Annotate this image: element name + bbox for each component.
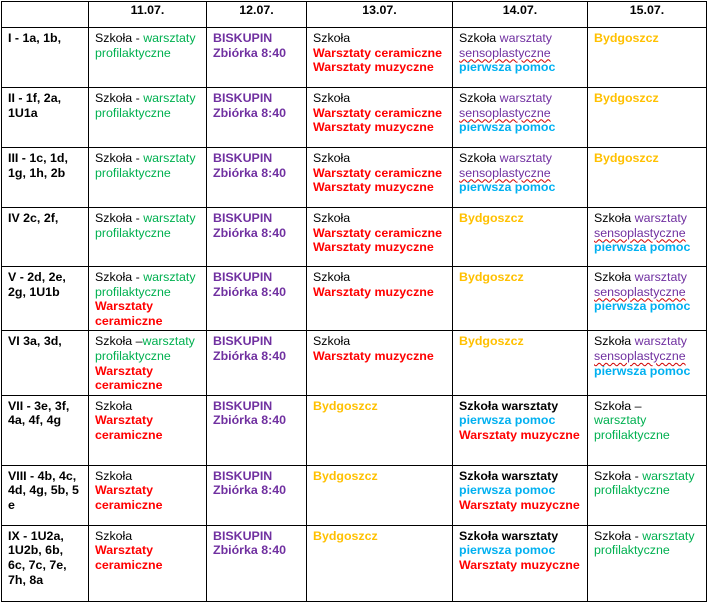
- table-row: [2, 267, 707, 331]
- group-label: I - 1a, 1b,: [2, 28, 89, 88]
- activity-text: warsztaty profilaktyczne: [95, 334, 195, 363]
- activity-text: Szkoła: [313, 31, 351, 45]
- cell-line: [594, 151, 700, 166]
- cell-line: [313, 120, 446, 135]
- activity-text: warsztaty: [634, 211, 687, 225]
- activity-text: warsztaty profilaktyczne: [95, 31, 196, 60]
- schedule-cell: [588, 395, 707, 465]
- schedule-cell: [207, 465, 307, 525]
- schedule-table: [1, 1, 707, 602]
- activity-text: warsztaty: [499, 31, 552, 45]
- activity-text: Szkoła -: [95, 151, 144, 165]
- table-row: [2, 28, 707, 88]
- activity-text: Szkoła: [313, 151, 351, 165]
- cell-line: [213, 31, 300, 60]
- cell-line: [459, 543, 581, 558]
- activity-text: warsztaty profilaktyczne: [95, 91, 196, 120]
- activity-text: BISKUPIN Zbiórka 8:40: [213, 334, 286, 363]
- schedule-cell: [89, 267, 207, 331]
- cell-line: [95, 469, 200, 484]
- cell-line: [313, 334, 446, 349]
- activity-text: sensoplastyczne: [459, 105, 551, 120]
- cell-line: [594, 31, 700, 46]
- activity-text: Bydgoszcz: [313, 528, 378, 543]
- activity-text: Warsztaty ceramiczne: [313, 165, 443, 180]
- schedule-cell: [453, 331, 588, 395]
- cell-line: [95, 91, 200, 120]
- activity-text: warsztaty profilaktyczne: [594, 468, 695, 498]
- cell-line: [313, 151, 446, 166]
- schedule-cell: [588, 148, 707, 208]
- cell-line: [313, 399, 446, 414]
- cell-line: [594, 285, 700, 300]
- schedule-cell: [89, 208, 207, 267]
- header-row: [2, 2, 707, 28]
- cell-line: [594, 364, 700, 379]
- schedule-cell: [453, 148, 588, 208]
- activity-text: Warsztaty muzyczne: [313, 60, 434, 75]
- activity-text: Warsztaty muzyczne: [313, 240, 434, 255]
- activity-text: Szkoła: [459, 91, 500, 105]
- schedule-cell: [207, 148, 307, 208]
- activity-text: Szkoła: [313, 91, 351, 105]
- cell-line: [459, 106, 581, 135]
- activity-text: BISKUPIN Zbiórka 8:40: [213, 270, 286, 299]
- cell-line: [459, 46, 581, 61]
- cell-line: [313, 166, 446, 181]
- cell-line: [313, 349, 446, 364]
- activity-text: warsztaty profilaktyczne: [594, 528, 695, 558]
- cell-line: [313, 285, 446, 300]
- activity-text: BISKUPIN Zbiórka 8:40: [213, 398, 286, 428]
- activity-text: Szkoła: [313, 334, 351, 349]
- schedule-cell: [307, 148, 453, 208]
- table-row: [2, 148, 707, 208]
- cell-line: [594, 211, 700, 226]
- activity-text: Szkoła: [594, 334, 635, 349]
- cell-line: [459, 469, 581, 484]
- activity-text: pierwsza pomoc: [594, 240, 691, 255]
- activity-text: Szkoła: [594, 211, 635, 225]
- activity-text: Szkoła -: [594, 528, 643, 543]
- table-row: [2, 331, 707, 395]
- schedule-cell: [307, 395, 453, 465]
- activity-text: Szkoła: [95, 528, 133, 543]
- schedule-cell: [453, 525, 588, 601]
- activity-text: sensoplastyczne: [459, 165, 551, 180]
- cell-line: [313, 91, 446, 106]
- schedule-cell: [207, 395, 307, 465]
- schedule-cell: [588, 208, 707, 267]
- cell-line: [594, 270, 700, 285]
- activity-text: Szkoła warsztaty: [459, 398, 559, 413]
- table-row: [2, 208, 707, 267]
- cell-line: [213, 211, 300, 240]
- activity-text: pierwsza pomoc: [459, 413, 556, 428]
- activity-text: Szkoła warsztaty: [459, 468, 559, 483]
- cell-line: [594, 240, 700, 255]
- cell-line: [95, 399, 200, 414]
- activity-text: Szkoła -: [594, 468, 643, 483]
- cell-line: [213, 399, 300, 428]
- cell-line: [213, 469, 300, 498]
- activity-text: Warsztaty ceramiczne: [95, 363, 163, 393]
- activity-text: sensoplastyczne: [459, 45, 551, 60]
- activity-text: Warsztaty muzyczne: [313, 120, 434, 135]
- schedule-cell: [89, 88, 207, 148]
- cell-line: [95, 543, 200, 572]
- schedule-cell: [207, 331, 307, 395]
- schedule-cell: [89, 395, 207, 465]
- schedule-cell: [588, 525, 707, 601]
- activity-text: Warsztaty muzyczne: [459, 497, 580, 512]
- cell-line: [95, 364, 200, 393]
- table-row: [2, 465, 707, 525]
- schedule-cell: [307, 88, 453, 148]
- table-row: [2, 395, 707, 465]
- schedule-cell: [307, 267, 453, 331]
- cell-line: [594, 226, 700, 241]
- activity-text: warsztaty profilaktyczne: [95, 211, 196, 240]
- schedule-cell: [307, 331, 453, 395]
- cell-line: [313, 469, 446, 484]
- activity-text: pierwsza pomoc: [459, 120, 556, 135]
- cell-line: [313, 180, 446, 195]
- cell-line: [95, 211, 200, 240]
- activity-text: Warsztaty muzyczne: [459, 557, 580, 572]
- cell-line: [594, 469, 700, 498]
- schedule-cell: [453, 267, 588, 331]
- cell-line: [313, 31, 446, 46]
- activity-text: sensoplastyczne: [594, 284, 686, 299]
- schedule-cell: [207, 267, 307, 331]
- schedule-cell: [89, 465, 207, 525]
- group-label: VIII - 4b, 4c, 4d, 4g, 5b, 5 e: [2, 465, 89, 525]
- cell-line: [313, 106, 446, 121]
- schedule-cell: [307, 208, 453, 267]
- activity-text: Szkoła: [313, 211, 351, 225]
- activity-text: Warsztaty ceramiczne: [95, 483, 163, 512]
- cell-line: [459, 166, 581, 181]
- header-date: 15.07.: [588, 2, 707, 28]
- activity-text: Bydgoszcz: [459, 270, 524, 284]
- schedule-cell: [453, 28, 588, 88]
- activity-text: BISKUPIN Zbiórka 8:40: [213, 211, 286, 240]
- activity-text: Bydgoszcz: [459, 211, 524, 225]
- activity-text: BISKUPIN Zbiórka 8:40: [213, 528, 286, 558]
- activity-text: pierwsza pomoc: [459, 483, 556, 498]
- cell-line: [313, 529, 446, 544]
- cell-line: [213, 151, 300, 180]
- schedule-cell: [89, 331, 207, 395]
- activity-text: BISKUPIN Zbiórka 8:40: [213, 31, 286, 60]
- activity-text: Warsztaty ceramiczne: [95, 413, 163, 442]
- activity-text: Szkoła: [313, 270, 351, 284]
- activity-text: pierwsza pomoc: [594, 299, 691, 314]
- schedule-cell: [453, 208, 588, 267]
- activity-text: sensoplastyczne: [594, 225, 686, 240]
- group-label: VI 3a, 3d,: [2, 331, 89, 395]
- cell-line: [313, 270, 446, 285]
- activity-text: Warsztaty ceramiczne: [95, 543, 163, 572]
- cell-line: [459, 498, 581, 513]
- activity-text: Warsztaty muzyczne: [313, 180, 434, 195]
- cell-line: [459, 334, 581, 349]
- cell-line: [594, 413, 700, 442]
- activity-text: Szkoła: [95, 468, 133, 483]
- cell-line: [594, 529, 700, 558]
- activity-text: Szkoła: [459, 151, 500, 165]
- header-corner: [2, 2, 89, 28]
- cell-line: [95, 299, 200, 328]
- cell-line: [313, 211, 446, 226]
- cell-line: [459, 529, 581, 544]
- group-label: IV 2c, 2f,: [2, 208, 89, 267]
- schedule-cell: [89, 148, 207, 208]
- cell-line: [95, 334, 200, 363]
- activity-text: pierwsza pomoc: [459, 180, 556, 195]
- cell-line: [459, 91, 581, 106]
- activity-text: Bydgoszcz: [313, 468, 378, 483]
- group-label: II - 1f, 2a, 1U1a: [2, 88, 89, 148]
- cell-line: [459, 270, 581, 285]
- cell-line: [459, 558, 581, 573]
- schedule-cell: [453, 395, 588, 465]
- cell-line: [594, 91, 700, 106]
- cell-line: [459, 413, 581, 428]
- cell-line: [459, 180, 581, 195]
- activity-text: Warsztaty muzyczne: [313, 348, 434, 363]
- cell-line: [95, 413, 200, 442]
- activity-text: warsztaty profilaktyczne: [95, 270, 196, 299]
- activity-text: warsztaty: [634, 334, 687, 349]
- activity-text: pierwsza pomoc: [594, 363, 691, 378]
- schedule-cell: [588, 28, 707, 88]
- header-date: 13.07.: [307, 2, 453, 28]
- cell-line: [213, 334, 300, 363]
- activity-text: Szkoła: [594, 270, 635, 284]
- cell-line: [313, 60, 446, 75]
- schedule-cell: [453, 465, 588, 525]
- schedule-cell: [588, 267, 707, 331]
- cell-line: [313, 226, 446, 241]
- cell-line: [213, 270, 300, 299]
- activity-text: Warsztaty muzyczne: [459, 427, 580, 442]
- cell-line: [95, 270, 200, 299]
- table-row: [2, 525, 707, 601]
- activity-text: Warsztaty ceramiczne: [313, 225, 443, 240]
- cell-line: [459, 60, 581, 75]
- activity-text: Bydgoszcz: [594, 31, 659, 45]
- table-row: [2, 88, 707, 148]
- cell-line: [313, 46, 446, 61]
- schedule-cell: [89, 28, 207, 88]
- group-label: V - 2d, 2e, 2g, 1U1b: [2, 267, 89, 331]
- activity-text: warsztaty: [499, 91, 552, 105]
- cell-line: [95, 483, 200, 512]
- cell-line: [459, 211, 581, 226]
- schedule-cell: [207, 88, 307, 148]
- activity-text: Szkoła -: [95, 211, 144, 225]
- activity-text: Szkoła -: [95, 91, 144, 105]
- cell-line: [95, 529, 200, 544]
- activity-text: Bydgoszcz: [459, 334, 524, 349]
- header-date: 14.07.: [453, 2, 588, 28]
- cell-line: [95, 31, 200, 60]
- cell-line: [213, 91, 300, 120]
- schedule-cell: [307, 465, 453, 525]
- activity-text: Szkoła –: [594, 398, 642, 413]
- cell-line: [213, 529, 300, 558]
- schedule-cell: [307, 28, 453, 88]
- group-label: IX - 1U2a, 1U2b, 6b, 6c, 7c, 7e, 7h, 8a: [2, 525, 89, 601]
- schedule-cell: [207, 28, 307, 88]
- group-label: III - 1c, 1d, 1g, 1h, 2b: [2, 148, 89, 208]
- activity-text: warsztaty profilaktyczne: [95, 151, 196, 180]
- schedule-cell: [207, 525, 307, 601]
- activity-text: Warsztaty ceramiczne: [313, 105, 443, 120]
- activity-text: pierwsza pomoc: [459, 543, 556, 558]
- activity-text: warsztaty: [499, 151, 552, 165]
- activity-text: Szkoła -: [95, 31, 144, 45]
- cell-line: [313, 240, 446, 255]
- activity-text: Warsztaty ceramiczne: [95, 299, 163, 328]
- schedule-cell: [307, 525, 453, 601]
- activity-text: warsztaty profilaktyczne: [594, 413, 670, 442]
- group-label: VII - 3e, 3f, 4a, 4f, 4g: [2, 395, 89, 465]
- cell-line: [594, 349, 700, 364]
- cell-line: [459, 483, 581, 498]
- activity-text: warsztaty: [634, 270, 687, 284]
- cell-line: [459, 428, 581, 443]
- cell-line: [594, 399, 700, 414]
- cell-line: [459, 399, 581, 414]
- activity-text: Szkoła warsztaty: [459, 528, 559, 543]
- header-date: 11.07.: [89, 2, 207, 28]
- schedule-cell: [588, 331, 707, 395]
- activity-text: Szkoła -: [95, 270, 144, 284]
- schedule-cell: [207, 208, 307, 267]
- activity-text: Szkoła: [95, 398, 133, 413]
- activity-text: Bydgoszcz: [594, 91, 659, 105]
- cell-line: [459, 31, 581, 46]
- activity-text: sensoplastyczne: [594, 348, 686, 363]
- activity-text: BISKUPIN Zbiórka 8:40: [213, 91, 286, 120]
- header-date: 12.07.: [207, 2, 307, 28]
- cell-line: [459, 151, 581, 166]
- activity-text: Bydgoszcz: [313, 398, 378, 413]
- schedule-cell: [89, 525, 207, 601]
- cell-line: [594, 334, 700, 349]
- cell-line: [95, 151, 200, 180]
- activity-text: Szkoła –: [95, 334, 143, 349]
- schedule-cell: [588, 88, 707, 148]
- activity-text: Bydgoszcz: [594, 151, 659, 165]
- schedule-cell: [453, 88, 588, 148]
- activity-text: BISKUPIN Zbiórka 8:40: [213, 468, 286, 498]
- activity-text: BISKUPIN Zbiórka 8:40: [213, 151, 286, 180]
- activity-text: pierwsza pomoc: [459, 60, 556, 75]
- cell-line: [594, 299, 700, 314]
- activity-text: Warsztaty muzyczne: [313, 284, 434, 299]
- activity-text: Warsztaty ceramiczne: [313, 45, 443, 60]
- schedule-cell: [588, 465, 707, 525]
- activity-text: Szkoła: [459, 31, 500, 45]
